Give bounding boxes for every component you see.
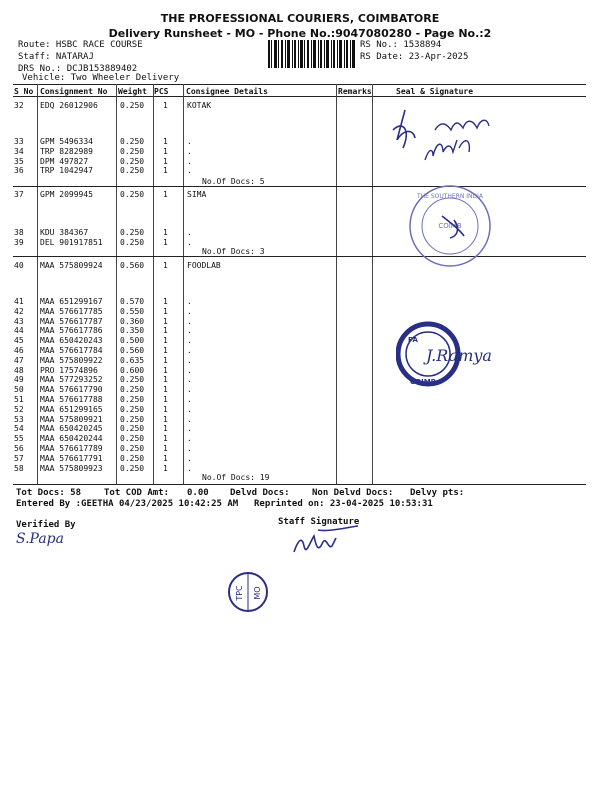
row-weight: 0.250 xyxy=(120,228,145,237)
row-sno: 51 xyxy=(14,395,24,404)
row-sno: 39 xyxy=(14,237,24,247)
row-pcs: 1 xyxy=(163,326,168,336)
row-consignment: MAA 576617784 xyxy=(40,346,103,355)
row-consignment: MAA 651299167 xyxy=(40,297,103,306)
row-consignment: MAA 576617791 xyxy=(40,453,103,463)
row-consignee: . xyxy=(187,316,192,326)
row-pcs: 1 xyxy=(163,395,168,404)
row-consignee: . xyxy=(187,385,192,395)
row-weight: 0.500 xyxy=(120,336,145,346)
row-weight: 0.250 xyxy=(120,101,145,110)
row-sno: 58 xyxy=(14,463,24,473)
non-delivered-docs: Non Delvd Docs: xyxy=(312,488,394,498)
row-weight: 0.250 xyxy=(120,434,145,444)
row-consignment: MAA 650420244 xyxy=(40,434,103,444)
row-consignee: . xyxy=(187,166,192,176)
row-pcs: 1 xyxy=(163,385,168,395)
row-pcs: 1 xyxy=(163,346,168,355)
row-weight: 0.250 xyxy=(120,395,145,404)
row-sno: 49 xyxy=(14,375,24,385)
row-sno: 42 xyxy=(14,306,24,316)
row-weight: 0.570 xyxy=(120,297,145,306)
vehicle-label: Vehicle: Two Wheeler Delivery xyxy=(22,73,180,83)
row-weight: 0.560 xyxy=(120,261,145,270)
row-pcs: 1 xyxy=(163,297,168,306)
row-consignment: MAA 576617790 xyxy=(40,385,103,395)
entered-by: Entered By :GEETHA 04/23/2025 10:42:25 AM xyxy=(16,499,239,509)
row-consignee: . xyxy=(187,414,192,424)
row-pcs: 1 xyxy=(163,137,168,146)
row-weight: 0.250 xyxy=(120,375,145,385)
row-pcs: 1 xyxy=(163,316,168,326)
row-weight: 0.350 xyxy=(120,326,145,336)
row-pcs: 1 xyxy=(163,375,168,385)
row-consignee: KOTAK xyxy=(187,101,212,110)
row-weight: 0.635 xyxy=(120,355,145,365)
row-consignee: . xyxy=(187,434,192,444)
row-consignment: MAA 575809924 xyxy=(40,261,103,270)
foodlab-signature: J.Ramya xyxy=(426,346,492,365)
row-consignee: . xyxy=(187,453,192,463)
row-pcs: 1 xyxy=(163,365,168,375)
svg-text:COIMB: COIMB xyxy=(410,378,436,386)
row-consignment: GPM 5496334 xyxy=(40,137,93,146)
row-consignee: . xyxy=(187,156,192,166)
company-name: THE PROFESSIONAL COURIERS, COIMBATORE xyxy=(160,12,440,25)
row-weight: 0.560 xyxy=(120,346,145,355)
total-docs: Tot Docs: 58 xyxy=(16,488,82,498)
row-consignee: . xyxy=(187,146,192,156)
row-consignment: MAA 575809922 xyxy=(40,355,103,365)
col-header-consignee: Consignee Details xyxy=(186,87,268,96)
row-sno: 54 xyxy=(14,424,24,434)
row-pcs: 1 xyxy=(163,404,168,414)
row-sno: 46 xyxy=(14,346,24,355)
row-consignee: . xyxy=(187,306,192,316)
staff-signature-label: Staff Signature xyxy=(278,517,360,527)
row-pcs: 1 xyxy=(163,453,168,463)
row-pcs: 1 xyxy=(163,166,168,176)
reprinted-on: Reprinted on: 23-04-2025 10:53:31 xyxy=(254,499,433,509)
row-sno: 32 xyxy=(14,101,24,110)
row-consignee: . xyxy=(187,424,192,434)
row-consignment: MAA 576617787 xyxy=(40,316,103,326)
row-consignment: MAA 576617786 xyxy=(40,326,103,336)
group-doc-count: No.Of Docs: 19 xyxy=(202,473,270,482)
row-consignment: GPM 2099945 xyxy=(40,190,93,199)
row-pcs: 1 xyxy=(163,190,168,199)
row-consignment: MAA 651299165 xyxy=(40,404,103,414)
row-consignment: MAA 577293252 xyxy=(40,375,103,385)
staff-label: Staff: NATARAJ xyxy=(18,52,94,62)
row-consignee: . xyxy=(187,346,192,355)
row-weight: 0.250 xyxy=(120,404,145,414)
row-sno: 57 xyxy=(14,453,24,463)
delivery-points: Delvy pts: xyxy=(410,488,465,498)
tpc-mo-stamp xyxy=(222,570,278,620)
row-sno: 35 xyxy=(14,156,24,166)
row-sno: 55 xyxy=(14,434,24,444)
row-weight: 0.250 xyxy=(120,424,145,434)
sima-stamp xyxy=(402,180,496,270)
row-consignment: MAA 575809921 xyxy=(40,414,103,424)
row-consignment: EDQ 26012906 xyxy=(40,101,98,110)
row-pcs: 1 xyxy=(163,463,168,473)
row-pcs: 1 xyxy=(163,306,168,316)
row-consignee: . xyxy=(187,326,192,336)
row-sno: 33 xyxy=(14,137,24,146)
row-consignment: MAA 650420245 xyxy=(40,424,103,434)
row-sno: 50 xyxy=(14,385,24,395)
row-consignment: MAA 576617789 xyxy=(40,444,103,453)
row-consignee: FOODLAB xyxy=(187,261,221,270)
svg-text:COIMB: COIMB xyxy=(438,222,462,230)
row-weight: 0.250 xyxy=(120,190,145,199)
row-consignee: SIMA xyxy=(187,190,207,199)
staff-signature xyxy=(288,522,368,564)
row-pcs: 1 xyxy=(163,228,168,237)
row-consignment: MAA 575809923 xyxy=(40,463,103,473)
row-sno: 52 xyxy=(14,404,24,414)
rs-number: RS No.: 1538894 xyxy=(360,40,442,50)
col-header-consignment: Consignment No xyxy=(40,87,108,96)
row-weight: 0.250 xyxy=(120,156,145,166)
row-consignee: . xyxy=(187,365,192,375)
row-consignee: . xyxy=(187,237,192,247)
row-sno: 38 xyxy=(14,228,24,237)
row-consignee: . xyxy=(187,463,192,473)
row-consignment: PRO 17574896 xyxy=(40,365,98,375)
row-sno: 34 xyxy=(14,146,24,156)
col-header-sno: S No xyxy=(14,87,34,96)
col-header-weight: Weight xyxy=(118,87,147,96)
row-consignment: KDU 384367 xyxy=(40,228,89,237)
kotak-signature xyxy=(385,100,510,180)
row-weight: 0.550 xyxy=(120,306,145,316)
row-sno: 47 xyxy=(14,355,24,365)
row-sno: 53 xyxy=(14,414,24,424)
row-weight: 0.250 xyxy=(120,237,145,247)
row-consignee: . xyxy=(187,404,192,414)
row-weight: 0.250 xyxy=(120,137,145,146)
row-sno: 48 xyxy=(14,365,24,375)
row-consignee: . xyxy=(187,444,192,453)
rs-date: RS Date: 23-Apr-2025 xyxy=(360,52,469,62)
row-consignment: MAA 576617785 xyxy=(40,306,103,316)
row-weight: 0.250 xyxy=(120,166,145,176)
svg-text:THE SOUTHERN INDIA: THE SOUTHERN INDIA xyxy=(416,193,484,200)
row-pcs: 1 xyxy=(163,424,168,434)
row-consignment: DEL 901917851 xyxy=(40,237,103,247)
row-pcs: 1 xyxy=(163,101,168,110)
barcode xyxy=(268,40,356,68)
row-sno: 56 xyxy=(14,444,24,453)
row-sno: 37 xyxy=(14,190,24,199)
row-pcs: 1 xyxy=(163,414,168,424)
row-weight: 0.250 xyxy=(120,463,145,473)
tpc-stamp-left-text: TPC xyxy=(235,585,244,601)
row-consignee: . xyxy=(187,228,192,237)
delivered-docs: Delvd Docs: xyxy=(230,488,290,498)
row-consignment: TRP 1042947 xyxy=(40,166,93,176)
total-cod-value: 0.00 xyxy=(187,488,209,498)
row-consignee: . xyxy=(187,375,192,385)
row-sno: 36 xyxy=(14,166,24,176)
row-pcs: 1 xyxy=(163,336,168,346)
row-pcs: 1 xyxy=(163,156,168,166)
row-consignee: . xyxy=(187,297,192,306)
total-cod-label: Tot COD Amt: xyxy=(104,488,170,498)
row-weight: 0.250 xyxy=(120,146,145,156)
row-pcs: 1 xyxy=(163,434,168,444)
row-consignee: . xyxy=(187,355,192,365)
row-pcs: 1 xyxy=(163,261,168,270)
group-doc-count: No.Of Docs: 5 xyxy=(202,177,265,186)
row-weight: 0.250 xyxy=(120,444,145,453)
row-weight: 0.250 xyxy=(120,414,145,424)
row-consignee: . xyxy=(187,137,192,146)
row-sno: 43 xyxy=(14,316,24,326)
row-sno: 40 xyxy=(14,261,24,270)
row-sno: 45 xyxy=(14,336,24,346)
row-pcs: 1 xyxy=(163,355,168,365)
runsheet-title: Delivery Runsheet - MO - Phone No.:9047080280 - Page No.:2 xyxy=(108,27,492,40)
verifier-handwriting: S.Papa xyxy=(16,531,64,547)
row-consignee: . xyxy=(187,336,192,346)
drs-number: DRS No.: DCJB153889402 xyxy=(18,64,138,74)
route-label: Route: HSBC RACE COURSE xyxy=(18,40,143,50)
row-consignment: MAA 576617788 xyxy=(40,395,103,404)
col-header-pcs: PCS xyxy=(154,87,169,96)
row-pcs: 1 xyxy=(163,237,168,247)
col-header-remarks: Remarks xyxy=(338,87,372,96)
row-weight: 0.250 xyxy=(120,385,145,395)
col-header-seal: Seal & Signature xyxy=(396,87,474,96)
row-weight: 0.360 xyxy=(120,316,145,326)
row-consignment: DPM 497827 xyxy=(40,156,89,166)
row-sno: 44 xyxy=(14,326,24,336)
group-doc-count: No.Of Docs: 3 xyxy=(202,247,265,256)
row-pcs: 1 xyxy=(163,444,168,453)
verified-by-label: Verified By xyxy=(16,520,76,530)
row-consignment: TRP 8282989 xyxy=(40,146,93,156)
row-consignment: MAA 650420243 xyxy=(40,336,103,346)
row-weight: 0.600 xyxy=(120,365,145,375)
row-sno: 41 xyxy=(14,297,24,306)
row-weight: 0.250 xyxy=(120,453,145,463)
tpc-stamp-right-text: MO xyxy=(253,586,262,600)
row-pcs: 1 xyxy=(163,146,168,156)
row-consignee: . xyxy=(187,395,192,404)
svg-text:PA: PA xyxy=(408,336,418,344)
